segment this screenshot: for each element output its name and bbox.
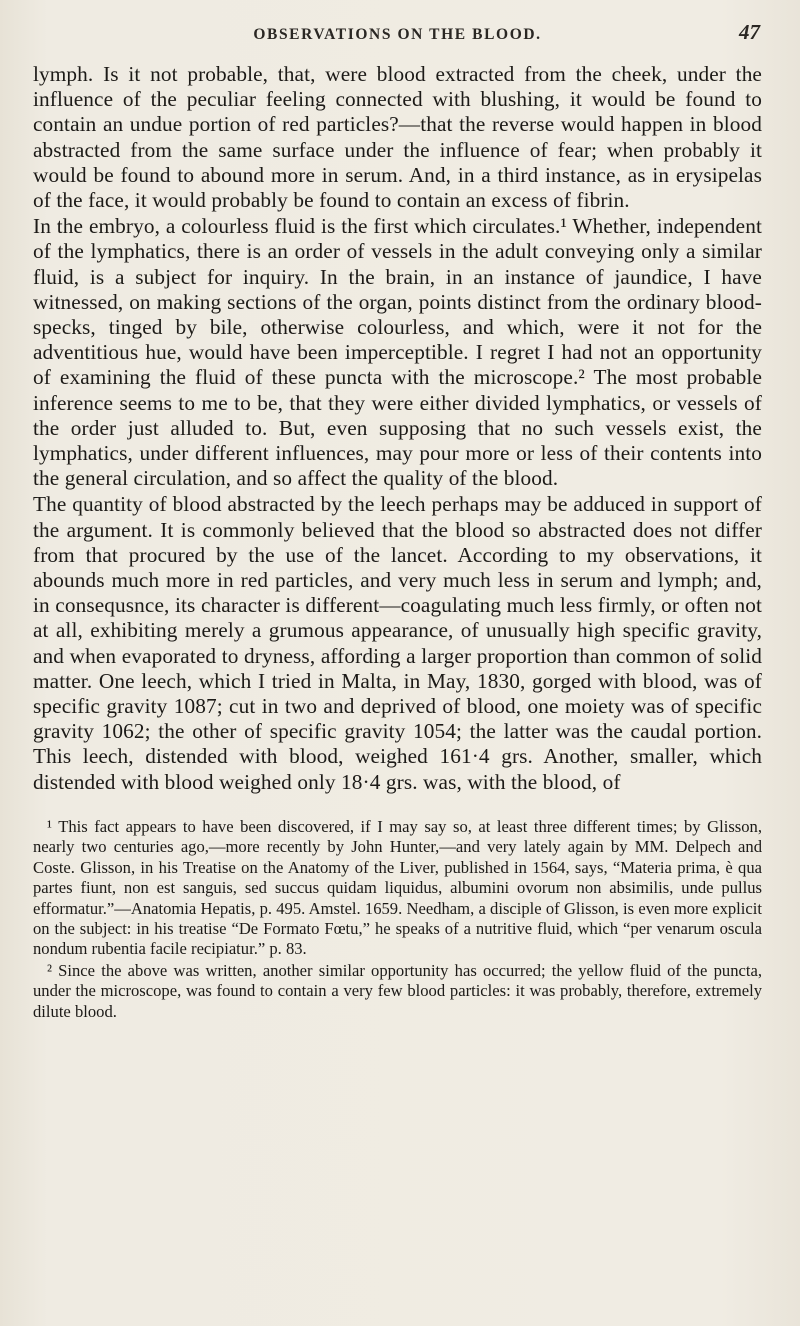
paragraph: The quantity of blood abstracted by the leech perhaps may be adduced in support of the argument. It is commonly believed that the blood so abstracted does not differ from that procured by the use of the lancet. According to my observations, it abounds much more in red particles, and very much less in serum and lymph; and, in consequsnce, its character is different—coagulating much less firmly, or often not at all, exhibiting merely a grumous appearance, of unusually high specific gravity, and when evaporated to dryness, affording a larger proportion than common of solid matter. One leech, which I tried in Malta, in May, 1830, gorged with blood, was of specific gravity 1087; cut in two and deprived of blood, one moiety was of specific gravity 1062; the other of specific gravity 1054; the latter was the caudal portion. This leech, distended with blood, weighed 161·4 grs. Another, smaller, which distended with blood weighed only 18·4 grs. was, with the blood, of [33, 492, 762, 794]
page-number: 47 [739, 20, 760, 44]
running-head [33, 20, 762, 52]
footnote: ² Since the above was written, another similar opportunity has occurred; the yellow fluid of the puncta, under the microscope, was found to contain a very few blood particles: it was probably, therefore, extremely dilute blood. [33, 960, 762, 1021]
running-head-title: OBSERVATIONS ON THE BLOOD. [253, 26, 542, 43]
body-text [33, 62, 762, 795]
footnotes [33, 817, 762, 1022]
paragraph: In the embryo, a colourless fluid is the first which circulates.¹ Whether, independent of the lymphatics, there is an order of vessels in the adult conveying only a similar fluid, is a subject for inquiry. In the brain, in an instance of jaundice, I have witnessed, on making sections of the organ, points distinct from the ordinary blood-specks, tinged by bile, otherwise colourless, and which, were it not for the adventitious hue, would have been imperceptible. I regret I had not an opportunity of examining the fluid of these puncta with the microscope.² The most probable inference seems to me to be, that they were either divided lymphatics, or vessels of the order just alluded to. But, even supposing that no such vessels exist, the lymphatics, under different influences, may pour more or less of their contents into the general circulation, and so affect the quality of the blood. [33, 214, 762, 491]
footnote: ¹ This fact appears to have been discovered, if I may say so, at least three different times; by Glisson, nearly two centuries ago,—more recently by John Hunter,—and very lately again by MM. Delpech and Coste. Glisson, in his Treatise on the Anatomy of the Liver, published in 1564, says, “Materia prima, è qua partes fiunt, non est sanguis, sed succus quidam liquidus, albumini ovorum non absimilis, unde pullus efformatur.”—Anatomia Hepatis, p. 495. Amstel. 1659. Needham, a disciple of Glisson, is even more explicit on the subject: in his treatise “De Formato Fœtu,” he speaks of a nutritive fluid, which “per venarum oscula nondum rubentia facile recipiatur.” p. 83. [33, 816, 762, 959]
paragraph: lymph. Is it not probable, that, were blood extracted from the cheek, under the influence of the peculiar feeling connected with blushing, it would be found to contain an undue portion of red particles?—that the reverse would happen in blood abstracted from the same surface under the influence of fear; when probably it would be found to abound more in serum. And, in a third instance, as in erysipelas of the face, it would probably be found to contain an excess of fibrin. [33, 62, 762, 213]
